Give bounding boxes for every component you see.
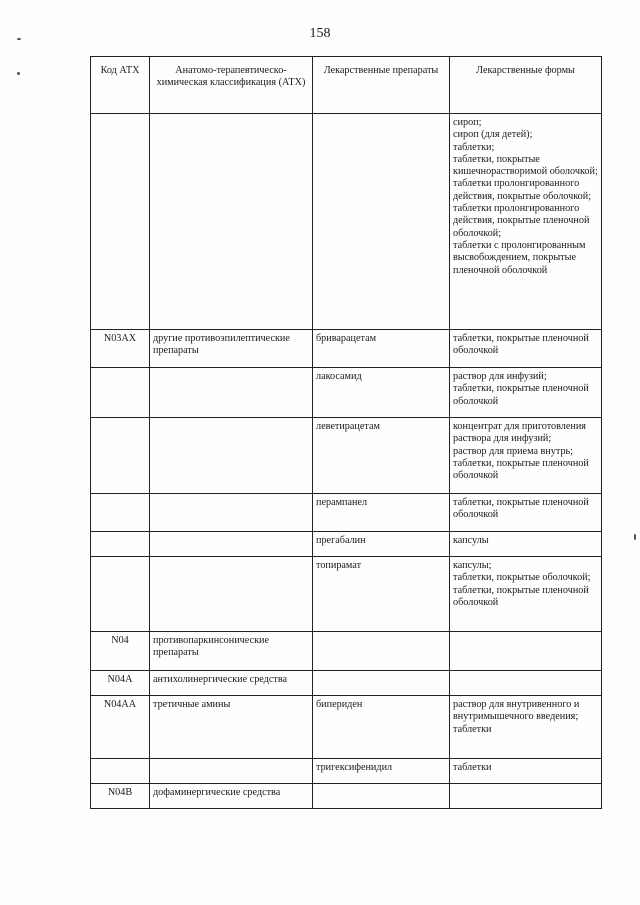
header-dosage-forms: Лекарственные формы [450,57,602,114]
table-row [91,494,602,532]
dosage-forms-cell [450,632,602,671]
classification-cell: третичные амины [150,696,313,759]
table-header-row [91,57,602,114]
dosage-forms-cell: раствор для внутривенного и внутримышечного введения; таблетки [450,696,602,759]
classification-cell [150,418,313,494]
atx-code-cell [91,759,150,784]
atx-code-cell [91,114,150,330]
dosage-forms-cell: таблетки, покрытые пленочной оболочкой [450,494,602,532]
classification-cell [150,368,313,418]
dosage-forms-cell: концентрат для приготовления раствора для инфузий; раствор для приема внутрь; таблетки, покрытые пленочной оболочкой [450,418,602,494]
classification-cell [150,532,313,557]
table-row [91,784,602,809]
header-atx-code: Код АТХ [91,57,150,114]
atx-code-cell [91,532,150,557]
drug-cell: тригексифенидил [313,759,450,784]
dosage-forms-cell [450,671,602,696]
classification-cell [150,759,313,784]
table-row [91,759,602,784]
atx-code-cell: N04AA [91,696,150,759]
table-row [91,557,602,632]
header-atx-classification: Анатомо-терапевтическо-химическая классификация (АТХ) [150,57,313,114]
atx-code-cell: N04B [91,784,150,809]
dosage-forms-cell: капсулы; таблетки, покрытые оболочкой; таблетки, покрытые пленочной оболочкой [450,557,602,632]
classification-cell [150,557,313,632]
drug-cell [313,784,450,809]
drug-cell [313,671,450,696]
drug-cell: леветирацетам [313,418,450,494]
table-row [91,418,602,494]
classification-cell: противопаркинсонические препараты [150,632,313,671]
atx-code-cell: N03AX [91,330,150,368]
dosage-forms-cell: таблетки, покрытые пленочной оболочкой [450,330,602,368]
drug-cell: бриварацетам [313,330,450,368]
table-row [91,114,602,330]
table-row [91,330,602,368]
dosage-forms-cell: таблетки [450,759,602,784]
classification-cell [150,494,313,532]
classification-cell [150,114,313,330]
dosage-forms-cell [450,784,602,809]
drug-cell: прегабалин [313,532,450,557]
table-row [91,368,602,418]
atx-code-cell [91,418,150,494]
drug-cell: бипериден [313,696,450,759]
table-row [91,696,602,759]
atx-code-cell [91,494,150,532]
drug-cell [313,632,450,671]
dosage-forms-cell: сироп; сироп (для детей); таблетки; таблетки, покрытые кишечнорастворимой оболочкой; таблетки пролонгированного действия, покрытые оболочкой; таблетки пролонгированного действия, покрытые пленочной оболочкой; таблетки с пролонгированным высвобождением, покрытые пленочной оболочкой [450,114,602,330]
atx-code-cell [91,557,150,632]
dosage-forms-cell: раствор для инфузий; таблетки, покрытые пленочной оболочкой [450,368,602,418]
atx-code-cell: N04 [91,632,150,671]
atx-table [90,56,602,809]
dosage-forms-cell: капсулы [450,532,602,557]
drug-cell: перампанел [313,494,450,532]
classification-cell: другие противоэпилептические препараты [150,330,313,368]
classification-cell: антихолинергические средства [150,671,313,696]
table-row [91,671,602,696]
drug-cell: топирамат [313,557,450,632]
drug-cell [313,114,450,330]
classification-cell: дофаминергические средства [150,784,313,809]
scan-speck [17,72,20,75]
header-drugs: Лекарственные препараты [313,57,450,114]
table-row [91,532,602,557]
atx-code-cell [91,368,150,418]
drug-cell: лакосамид [313,368,450,418]
atx-code-cell: N04A [91,671,150,696]
scan-speck [634,534,636,540]
scan-speck [17,38,21,40]
page-number: 158 [309,26,331,41]
table-row [91,632,602,671]
